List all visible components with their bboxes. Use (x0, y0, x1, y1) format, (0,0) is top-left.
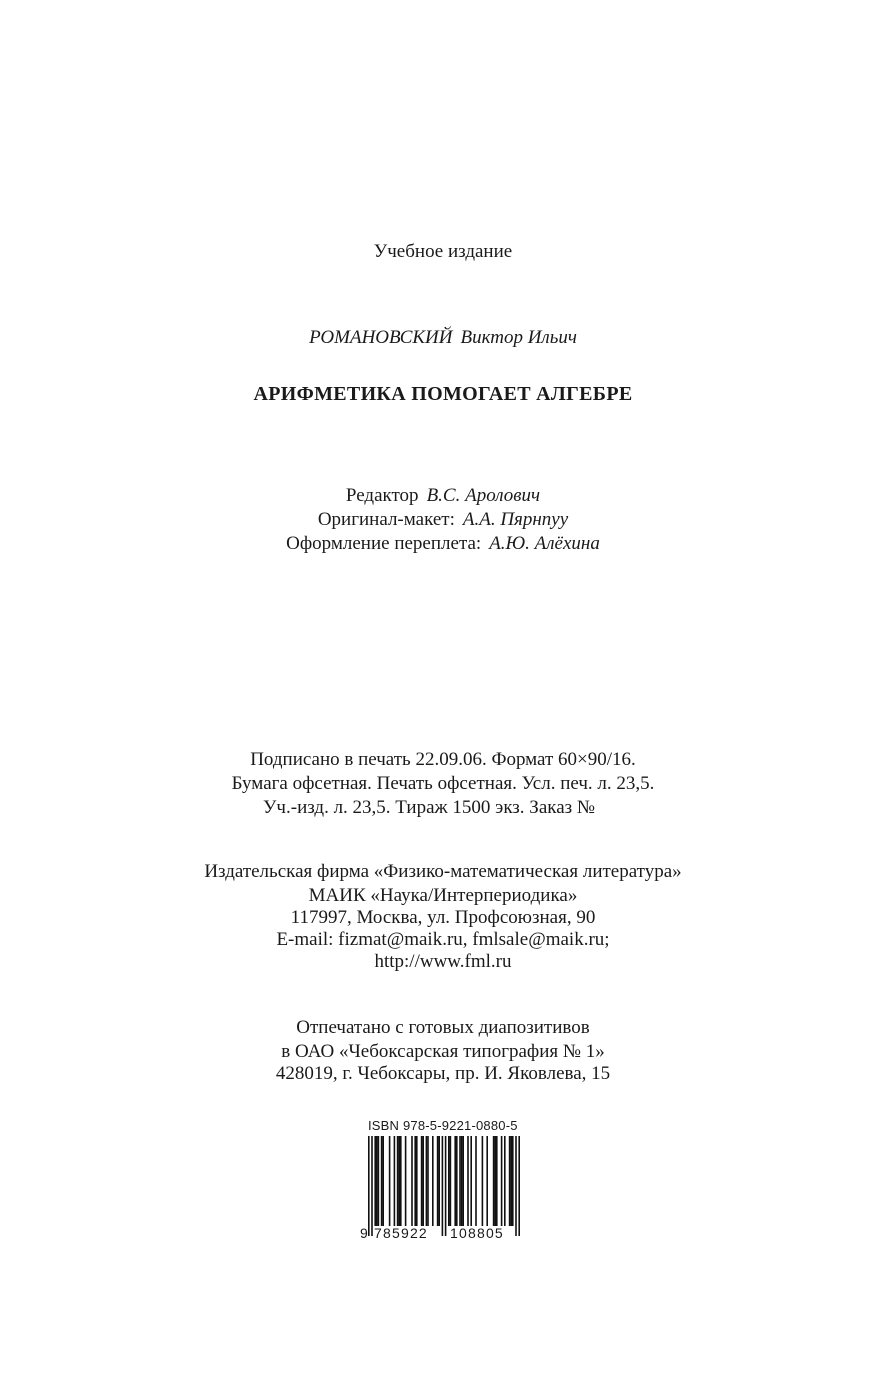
barcode-bar (382, 1136, 384, 1226)
barcode-bar (397, 1136, 399, 1226)
publisher-line: Издательская фирма «Физико-математическая литература» (204, 861, 682, 882)
printer-address: 428019, г. Чебоксары, пр. И. Яковлева, 15 (275, 1063, 611, 1084)
barcode-guard-bar (445, 1136, 447, 1236)
barcode-bar (496, 1136, 498, 1226)
barcode-guard-bar (371, 1136, 373, 1236)
barcode-bar (493, 1136, 495, 1226)
barcode-bar (422, 1136, 424, 1226)
barcode-bar (381, 1136, 383, 1226)
barcode-bar (389, 1136, 391, 1226)
printer-line: Отпечатано с готовых диапозитивов (296, 1017, 590, 1038)
barcode-bar (398, 1136, 400, 1226)
publisher-email: E-mail: fizmat@maik.ru, fmlsale@maik.ru; (276, 929, 610, 950)
author-surname: РОМАНОВСКИЙ (309, 327, 453, 348)
author-line (0, 326, 886, 350)
barcode-guard-bar (518, 1136, 520, 1236)
barcode-guard-bar (515, 1136, 517, 1236)
credit-name: А.Ю. Алёхина (489, 533, 600, 554)
barcode-bar (374, 1136, 376, 1226)
credit-role: Оригинал-макет: (317, 509, 455, 530)
barcode-bar (427, 1136, 429, 1226)
barcode-bar (411, 1136, 413, 1226)
barcode-bar (416, 1136, 418, 1226)
barcode-bar (482, 1136, 484, 1226)
credit-name: В.С. Аролович (426, 485, 541, 506)
edition-type: Учебное издание (373, 241, 513, 262)
credit-editor (0, 484, 886, 508)
barcode-bar (504, 1136, 506, 1226)
publisher-website: http://www.fml.ru (374, 951, 512, 972)
barcode-bar (405, 1136, 407, 1226)
barcode-bar (426, 1136, 428, 1226)
barcode-bar (454, 1136, 456, 1226)
barcode-bar (501, 1136, 503, 1226)
barcode-bar (414, 1136, 416, 1226)
barcode-bar (456, 1136, 458, 1226)
barcode-bar (376, 1136, 378, 1226)
barcode-bar (494, 1136, 496, 1226)
barcode-bar (462, 1136, 464, 1226)
barcode-bar (432, 1136, 434, 1226)
printer-line: в ОАО «Чебоксарская типография № 1» (281, 1041, 605, 1062)
barcode-guard-bar (368, 1136, 370, 1236)
barcode-bar (512, 1136, 514, 1226)
barcode-bar (510, 1136, 512, 1226)
barcode-bar (394, 1136, 396, 1226)
barcode-bar (475, 1136, 477, 1226)
barcode-guard-bar (442, 1136, 444, 1236)
barcode-digits-left: 785922 (374, 1225, 428, 1241)
barcode-bar (400, 1136, 402, 1226)
barcode-bar (461, 1136, 463, 1226)
author-given-names: Виктор Ильич (460, 327, 577, 348)
barcode-bar (509, 1136, 511, 1226)
barcode-bar (450, 1136, 452, 1226)
credit-role: Оформление переплета: (286, 533, 482, 554)
barcode-bar (448, 1136, 450, 1226)
print-info-line: Бумага офсетная. Печать офсетная. Усл. печ. л. 23,5. (231, 773, 655, 794)
barcode-bar (470, 1136, 472, 1226)
barcode-bar (459, 1136, 461, 1226)
barcode-digit-first: 9 (360, 1225, 369, 1241)
publisher-line: МАИК «Наука/Интерпериодика» (308, 885, 578, 906)
barcode-bar (421, 1136, 423, 1226)
barcode-bar (438, 1136, 440, 1226)
credit-layout (0, 508, 886, 532)
print-info-line: Подписано в печать 22.09.06. Формат 60×90/16. (250, 749, 636, 770)
credit-role: Редактор (345, 485, 419, 506)
credit-name: А.А. Пярнпуу (462, 509, 569, 530)
barcode-digits-right: 108805 (450, 1225, 504, 1241)
isbn-label: ISBN 978-5-9221-0880-5 (368, 1118, 518, 1133)
credit-cover-design (0, 532, 886, 556)
barcode-bar (467, 1136, 469, 1226)
publisher-address: 117997, Москва, ул. Профсоюзная, 90 (290, 907, 596, 928)
barcode-bar (437, 1136, 439, 1226)
print-info-line: Уч.-изд. л. 23,5. Тираж 1500 экз. Заказ № (262, 797, 596, 818)
book-title: АРИФМЕТИКА ПОМОГАЕТ АЛГЕБРЕ (253, 383, 633, 405)
barcode-bar (486, 1136, 488, 1226)
barcode-bar (378, 1136, 380, 1226)
